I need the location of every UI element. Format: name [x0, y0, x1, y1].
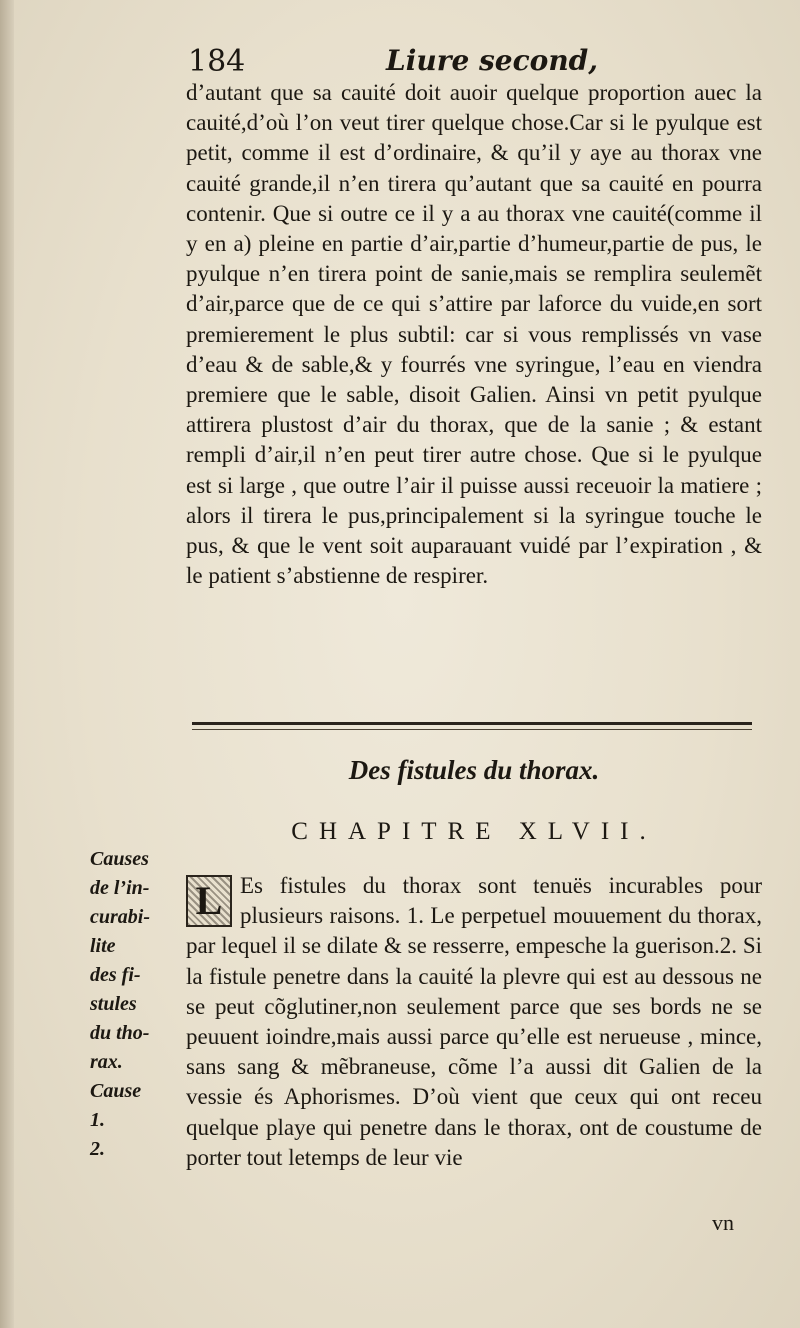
page-gutter-shadow [0, 0, 14, 1328]
margin-note-line: des fi- [90, 964, 141, 986]
margin-note [90, 845, 176, 1164]
margin-note-line: Cause [90, 1080, 142, 1102]
page-number: 184 [188, 44, 246, 79]
decorated-initial-letter: L [188, 877, 230, 925]
running-title: Liure second, [386, 44, 598, 77]
decorated-initial [186, 875, 232, 927]
margin-note-line: lite [90, 935, 116, 957]
body-paragraph: d’autant que sa cauité doit auoir quelque proportion auec la cauité,d’où l’on veut tirer quelque chose.Car si le pyulque est petit, comme il est d’ordinaire, & qu’il y aye au thorax vne cauité grande,il n’en tirera qu’autant que sa cauité en pourra contenir. Que si outre ce il y a au thorax vne cauité(comme il y en a) pleine en partie d’air,partie d’humeur,partie de pus, le pyulque n’en tirera point de sanie,mais se remplira seulemẽt d’air,parce que de ce qui s’attire par laforce du vuide,en sort premierement le plus subtil: car si vous remplissés vn vase d’eau & de sable,& y fourrés vne syringue, l’eau en viendra premiere que le sable, disoit Galien. Ainsi vn petit pyulque attirera plustost d’air du thorax, que de la sanie ; & estant rempli d’air,il n’en peut tirer autre chose. Que si le pyulque est si large , que outre l’air il puisse aussi receuoir la matiere ; alors il tirera le pus,principalement si la syringue touche le pus, & que le vent soit auparauant vuidé par l’expiration , & le patient s’abstienne de respirer. [186, 80, 762, 589]
margin-note-line: curabi- [90, 906, 150, 928]
margin-note-line: du tho- [90, 1022, 150, 1044]
margin-note-line: Causes [90, 848, 149, 870]
body-text [186, 78, 762, 591]
catchword: vn [712, 1210, 734, 1235]
chapter-paragraph: Es fistules du thorax sont tenuës incurables pour plusieurs raisons. 1. Le perpetuel mouuement du thorax, par lequel il se dilate & se resserre, empesche la guerison.2. Si la fistule penetre dans la cauité la plevre qui est au dessous ne se peut cõglutiner,non seulement parce que ses bords ne se peuuent ioindre,mais aussi parce qu’elle est nerueuse , mince, sans sang & mẽbraneuse, cõme l’a aussi dit Galien de la vessie és Aphorismes. D’où vient que ceux qui ont receu quelque playe qui penetre dans le thorax, ont de coustume de porter tout letemps de leur vie [186, 873, 762, 1170]
chapter-heading: CHAPITRE XLVII. [291, 818, 657, 845]
margin-note-line: rax. [90, 1051, 123, 1073]
section-divider-thin [192, 729, 752, 730]
section-title: Des fistules du thorax. [348, 755, 600, 785]
margin-note-line: stules [90, 993, 137, 1015]
section-divider [192, 722, 752, 725]
chapter-body [186, 871, 762, 1173]
margin-note-line: 1. [90, 1109, 105, 1131]
margin-note-line: 2. [90, 1138, 105, 1160]
margin-note-line: de l’in- [90, 877, 150, 899]
